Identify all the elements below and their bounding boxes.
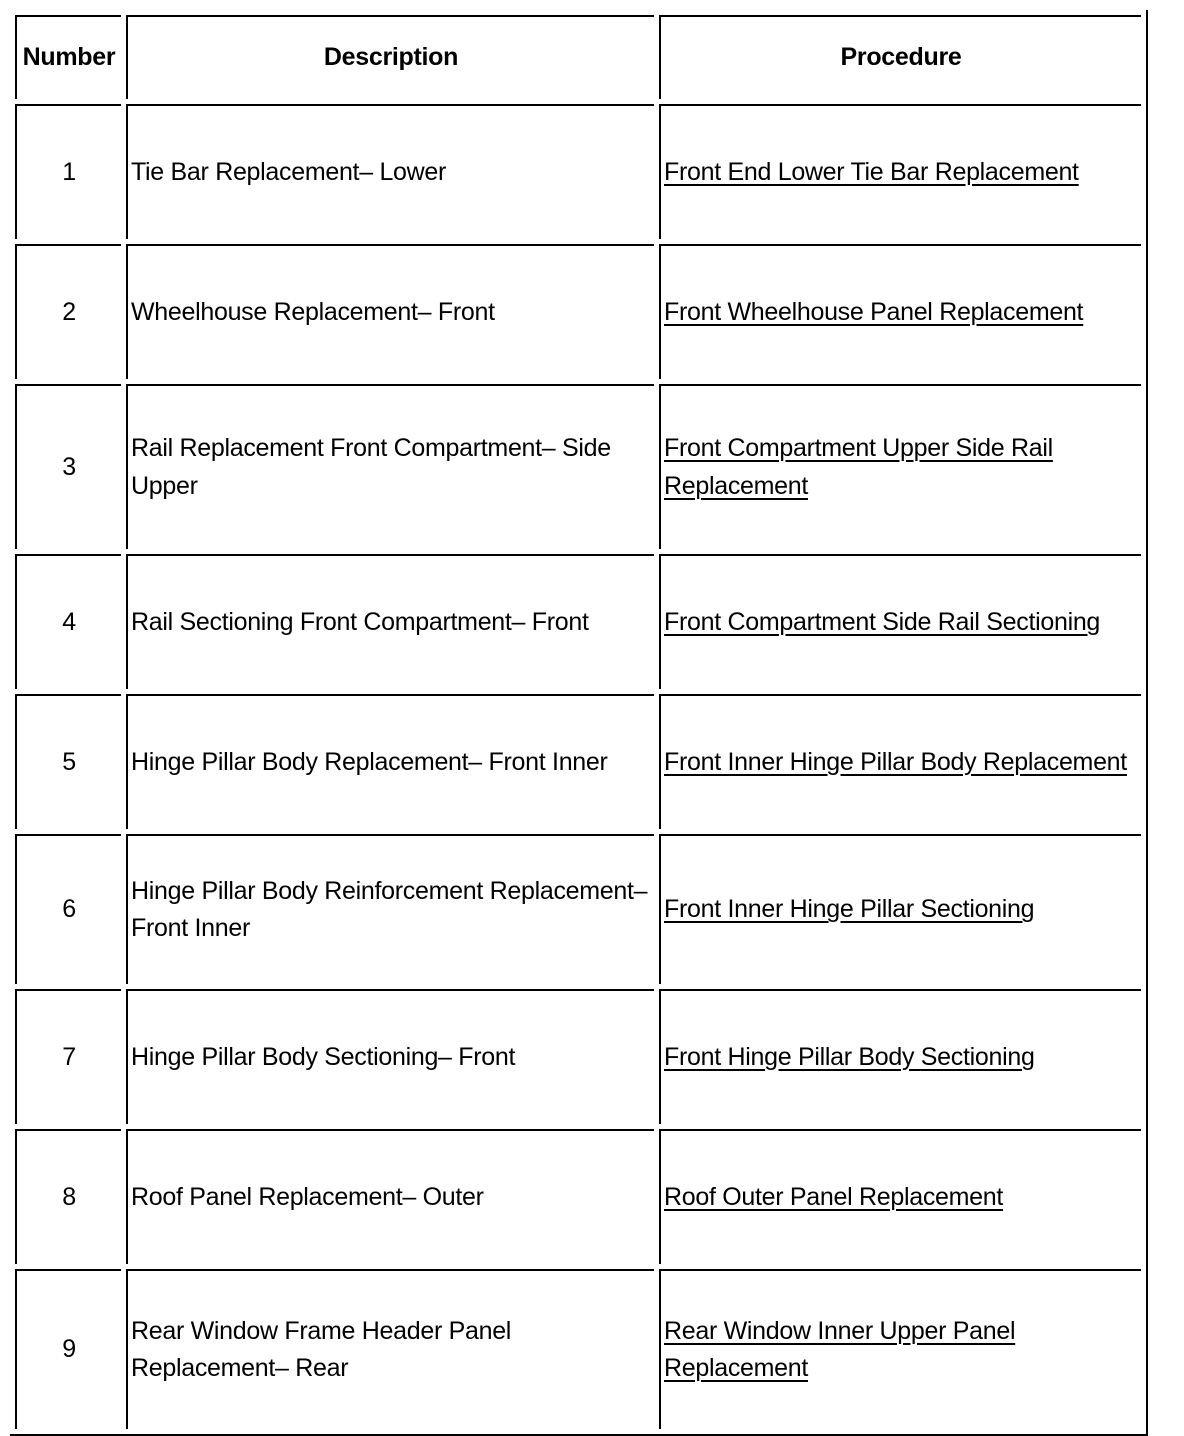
table-row	[15, 104, 1141, 239]
procedure-link[interactable]: Front Compartment Upper Side Rail Replacement	[664, 434, 1053, 500]
description-cell: Hinge Pillar Body Replacement– Front Inner	[126, 694, 654, 829]
header-row	[15, 15, 1141, 99]
procedures-table	[10, 10, 1148, 1436]
table-row	[15, 1269, 1141, 1429]
procedure-link[interactable]: Front End Lower Tie Bar Replacement	[664, 157, 1079, 186]
procedure-cell	[659, 554, 1141, 689]
table-row	[15, 989, 1141, 1124]
description-cell: Hinge Pillar Body Sectioning– Front	[126, 989, 654, 1124]
procedure-cell	[659, 989, 1141, 1124]
procedure-cell	[659, 384, 1141, 549]
procedure-link[interactable]: Roof Outer Panel Replacement	[664, 1182, 1004, 1211]
procedure-link[interactable]: Front Inner Hinge Pillar Sectioning	[664, 895, 1035, 924]
procedure-cell	[659, 244, 1141, 379]
description-cell: Rail Sectioning Front Compartment– Front	[126, 554, 654, 689]
procedure-cell	[659, 104, 1141, 239]
row-number-cell: 2	[15, 244, 121, 379]
procedure-link[interactable]: Front Hinge Pillar Body Sectioning	[664, 1042, 1035, 1071]
row-number-cell: 6	[15, 834, 121, 984]
row-number-cell: 8	[15, 1129, 121, 1264]
table-row	[15, 554, 1141, 689]
description-cell: Roof Panel Replacement– Outer	[126, 1129, 654, 1264]
row-number-cell: 7	[15, 989, 121, 1124]
description-cell: Rear Window Frame Header Panel Replacement– Rear	[126, 1269, 654, 1429]
table-row	[15, 834, 1141, 984]
column-header-procedure: Procedure	[659, 15, 1141, 99]
description-cell: Rail Replacement Front Compartment– Side Upper	[126, 384, 654, 549]
row-number-cell: 5	[15, 694, 121, 829]
table-row	[15, 384, 1141, 549]
column-header-number: Number	[15, 15, 121, 99]
procedure-link[interactable]: Front Compartment Side Rail Sectioning	[664, 607, 1101, 636]
row-number-cell: 3	[15, 384, 121, 549]
row-number-cell: 1	[15, 104, 121, 239]
column-header-description: Description	[126, 15, 654, 99]
table-row	[15, 1129, 1141, 1264]
row-number-cell: 4	[15, 554, 121, 689]
description-cell: Wheelhouse Replacement– Front	[126, 244, 654, 379]
procedure-cell	[659, 694, 1141, 829]
procedure-link[interactable]: Front Inner Hinge Pillar Body Replacement	[664, 747, 1127, 776]
description-cell: Tie Bar Replacement– Lower	[126, 104, 654, 239]
table-body	[15, 104, 1141, 1429]
description-cell: Hinge Pillar Body Reinforcement Replacement– Front Inner	[126, 834, 654, 984]
procedure-link[interactable]: Front Wheelhouse Panel Replacement	[664, 297, 1084, 326]
procedure-cell	[659, 1129, 1141, 1264]
procedure-cell	[659, 834, 1141, 984]
procedure-link[interactable]: Rear Window Inner Upper Panel Replacement	[664, 1316, 1016, 1382]
procedure-cell	[659, 1269, 1141, 1429]
table-row	[15, 244, 1141, 379]
table-row	[15, 694, 1141, 829]
row-number-cell: 9	[15, 1269, 121, 1429]
